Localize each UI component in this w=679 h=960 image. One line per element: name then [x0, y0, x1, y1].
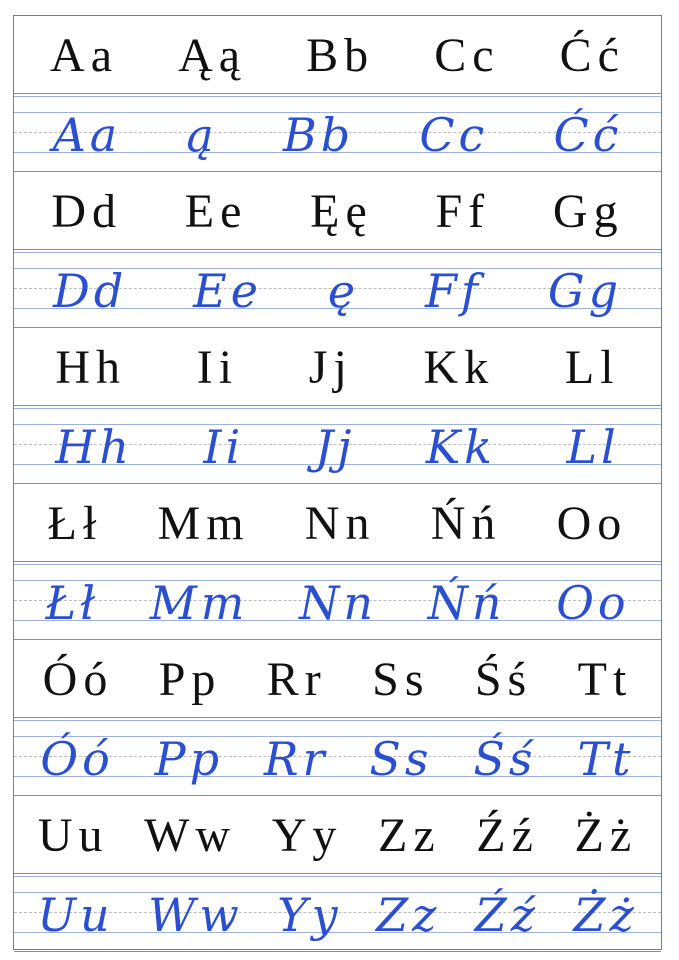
print-letter-pair: Rr: [266, 652, 327, 706]
script-letter-pair: Tt: [577, 732, 635, 786]
print-letter-pair: Cc: [434, 28, 500, 82]
print-letter-pair: Pp: [158, 652, 222, 706]
print-letter-pair: Ńń: [430, 496, 502, 550]
script-letter-pair: Uu: [37, 888, 114, 942]
script-letter-pair: Ss: [369, 732, 433, 786]
script-row: [14, 94, 661, 172]
print-letter-pair: Aa: [50, 28, 118, 82]
script-row: [14, 874, 661, 952]
script-letter-pair: Źź: [474, 888, 539, 942]
script-letter-pair: ą: [186, 108, 218, 162]
print-letter-pair: Łł: [47, 496, 103, 550]
script-letter-pair: Jj: [314, 420, 356, 474]
script-letter-pair: Oo: [556, 576, 630, 630]
print-letter-pair: Ii: [196, 340, 239, 394]
script-letters: [14, 718, 661, 796]
print-letter-pair: Żż: [574, 808, 638, 862]
print-letter-pair: Gg: [552, 184, 624, 238]
script-letter-pair: Hh: [55, 420, 133, 474]
print-letter-pair: Nn: [304, 496, 376, 550]
print-letter-pair: Tt: [577, 652, 633, 706]
print-letter-pair: Śś: [474, 652, 533, 706]
script-letters: [14, 406, 661, 484]
print-letters: [14, 484, 661, 562]
script-letter-pair: Dd: [52, 264, 128, 318]
print-letter-pair: Bb: [306, 28, 375, 82]
script-letter-pair: Łł: [45, 576, 100, 630]
print-letters: [14, 328, 661, 406]
script-letter-pair: Ii: [203, 420, 245, 474]
print-letter-pair: Óó: [42, 652, 114, 706]
print-row: [14, 484, 661, 562]
script-row: [14, 250, 661, 328]
print-letter-pair: Ww: [144, 808, 237, 862]
script-letter-pair: Ww: [148, 888, 243, 942]
print-letter-pair: Ff: [435, 184, 491, 238]
script-letters: [14, 94, 661, 172]
print-letter-pair: Źź: [476, 808, 539, 862]
script-letter-pair: ę: [327, 264, 360, 318]
script-letters: [14, 250, 661, 328]
script-row: [14, 718, 661, 796]
print-letter-pair: Jj: [308, 340, 353, 394]
print-letters: [14, 640, 661, 718]
script-letter-pair: Cc: [419, 108, 489, 162]
script-letter-pair: Mm: [149, 576, 249, 630]
script-letters: [14, 562, 661, 640]
alphabet-sheet: [13, 15, 662, 950]
print-letters: [14, 172, 661, 250]
print-letter-pair: Oo: [556, 496, 628, 550]
script-letter-pair: Bb: [282, 108, 355, 162]
print-letter-pair: Zz: [378, 808, 441, 862]
print-letter-pair: Uu: [37, 808, 109, 862]
script-letter-pair: Nn: [299, 576, 377, 630]
script-letter-pair: Ff: [424, 264, 482, 318]
print-letter-pair: Ee: [184, 184, 248, 238]
print-row: [14, 640, 661, 718]
script-letter-pair: Aa: [52, 108, 122, 162]
print-letter-pair: Ss: [372, 652, 430, 706]
script-letter-pair: Zz: [376, 888, 441, 942]
script-letter-pair: Yy: [277, 888, 342, 942]
print-letter-pair: Yy: [271, 808, 343, 862]
print-row: [14, 172, 661, 250]
print-row: [14, 16, 661, 94]
print-letter-pair: Ąą: [178, 28, 247, 82]
script-letters: [14, 874, 661, 952]
print-letters: [14, 16, 661, 94]
script-letter-pair: Ńń: [427, 576, 506, 630]
print-row: [14, 328, 661, 406]
script-letter-pair: Óó: [40, 732, 114, 786]
script-row: [14, 562, 661, 640]
script-letter-pair: Ll: [566, 420, 620, 474]
script-letter-pair: Żż: [573, 888, 638, 942]
print-letter-pair: Kk: [423, 340, 495, 394]
script-letter-pair: Rr: [263, 732, 329, 786]
print-letter-pair: Mm: [157, 496, 250, 550]
print-letter-pair: Ćć: [559, 28, 625, 82]
print-letter-pair: Dd: [51, 184, 123, 238]
print-letter-pair: Hh: [55, 340, 127, 394]
print-letter-pair: Ll: [564, 340, 620, 394]
print-letters: [14, 796, 661, 874]
script-row: [14, 406, 661, 484]
print-letter-pair: Ęę: [310, 184, 373, 238]
script-letter-pair: Pp: [154, 732, 224, 786]
script-letter-pair: Ćć: [553, 108, 623, 162]
script-letter-pair: Kk: [425, 420, 497, 474]
script-letter-pair: Gg: [547, 264, 623, 318]
print-row: [14, 796, 661, 874]
script-letter-pair: Ee: [193, 264, 262, 318]
script-letter-pair: Śś: [473, 732, 537, 786]
